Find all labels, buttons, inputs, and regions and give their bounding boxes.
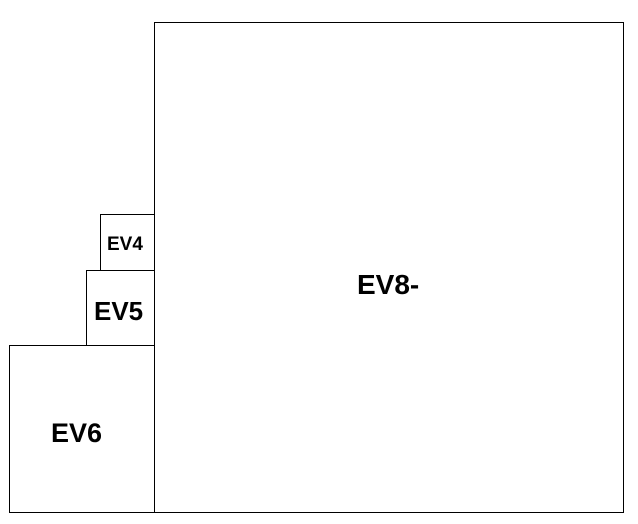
box-ev8 <box>154 22 624 513</box>
label-ev5: EV5 <box>94 296 144 326</box>
box-ev4 <box>100 214 155 271</box>
box-ev5 <box>86 270 155 346</box>
label-ev8: EV8- <box>357 269 420 300</box>
label-ev6: EV6 <box>51 418 103 448</box>
label-ev4: EV4 <box>107 234 143 255</box>
box-ev6 <box>9 345 155 513</box>
